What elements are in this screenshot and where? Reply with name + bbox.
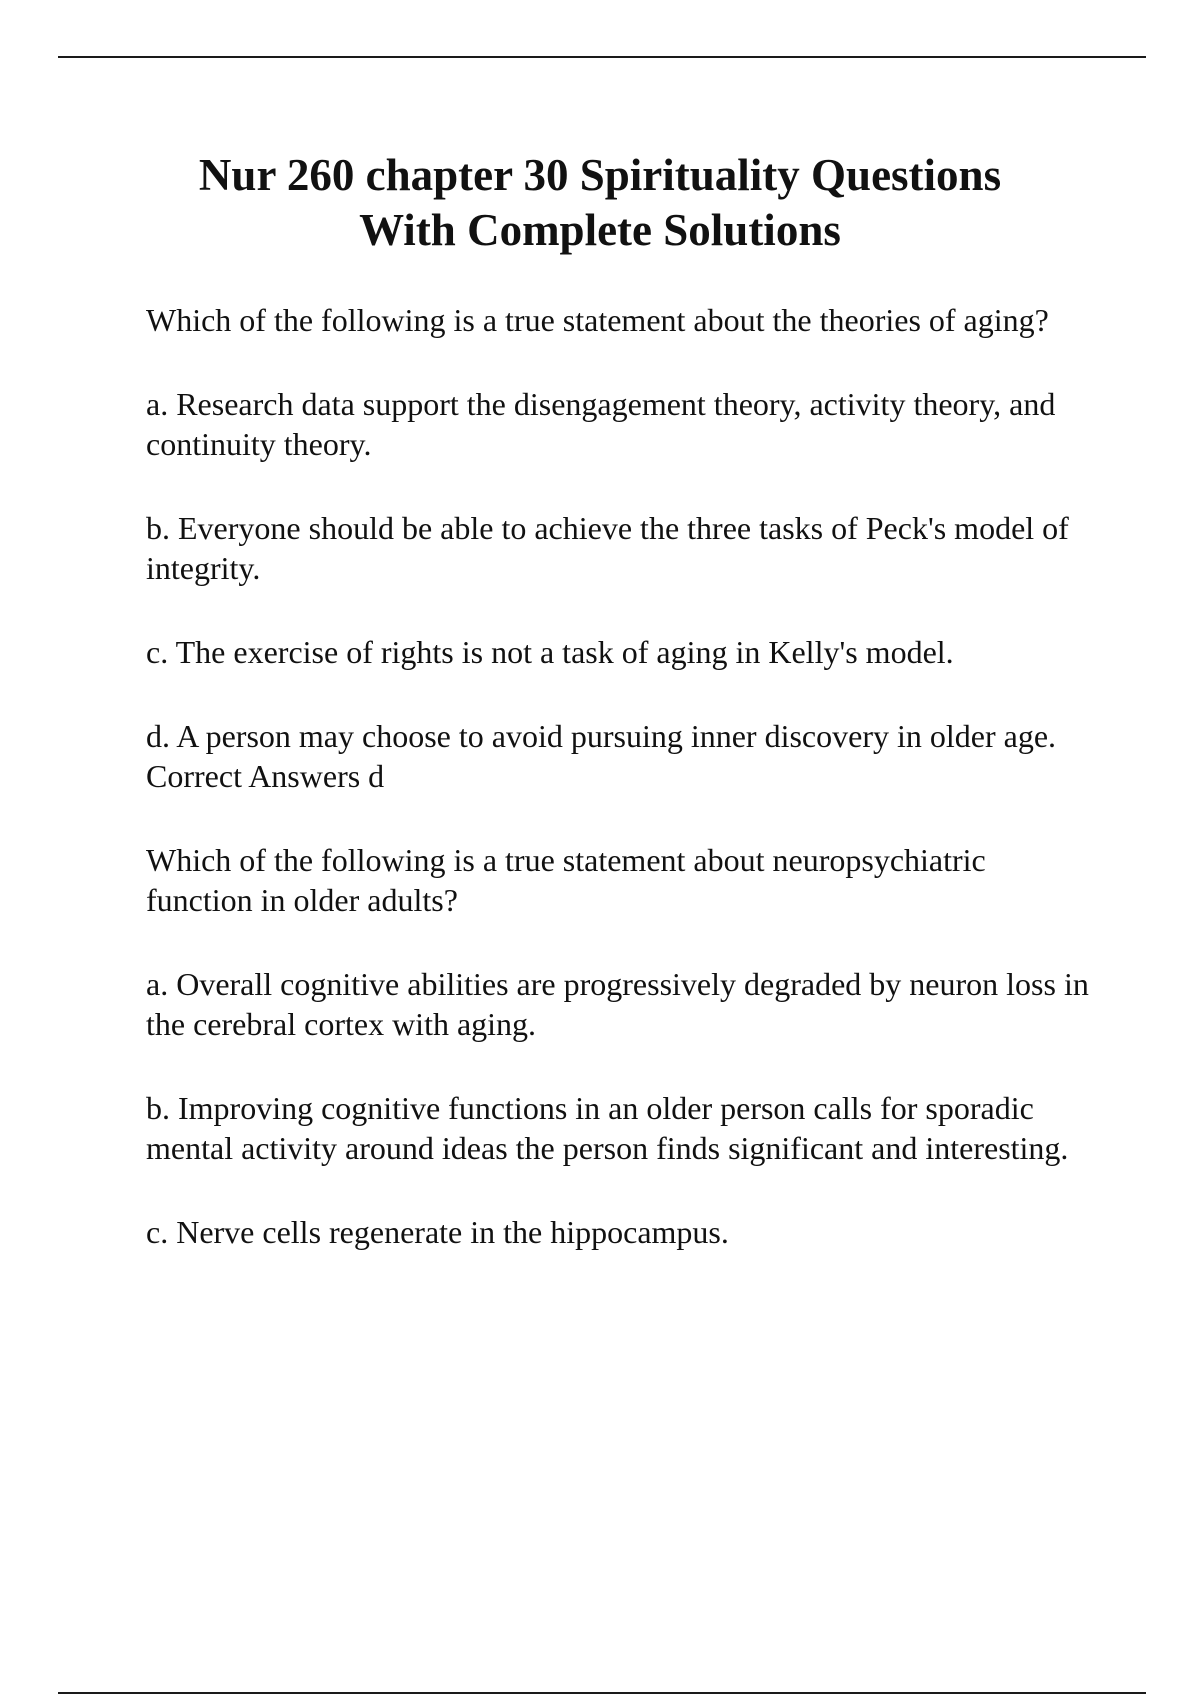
question-2-option-b: b. Improving cognitive functions in an older person calls for sporadic mental activity around ideas the person finds significant and interesting.	[146, 1090, 1069, 1166]
question-2-option-c: c. Nerve cells regenerate in the hippocampus.	[146, 1214, 729, 1250]
bottom-rule	[58, 1692, 1146, 1694]
document-body	[146, 300, 1096, 1296]
question-1-option-c: c. The exercise of rights is not a task of aging in Kelly's model.	[146, 634, 954, 670]
top-rule	[58, 56, 1146, 58]
question-1-option-a: a. Research data support the disengagement theory, activity theory, and continuity theory.	[146, 386, 1056, 462]
question-1-option-d-with-answer: d. A person may choose to avoid pursuing inner discovery in older age. Correct Answers d	[146, 718, 1057, 794]
question-2-option-a: a. Overall cognitive abilities are progressively degraded by neuron loss in the cerebral cortex with aging.	[146, 966, 1089, 1042]
question-1-option-b: b. Everyone should be able to achieve the three tasks of Peck's model of integrity.	[146, 510, 1069, 586]
title-line-2: With Complete Solutions	[359, 205, 841, 255]
question-2-stem: Which of the following is a true statement about neuropsychiatric function in older adults?	[146, 842, 986, 918]
title-line-1: Nur 260 chapter 30 Spirituality Questions	[198, 150, 1002, 200]
question-1-stem: Which of the following is a true statement about the theories of aging?	[146, 302, 1049, 338]
document-title	[100, 148, 1100, 258]
